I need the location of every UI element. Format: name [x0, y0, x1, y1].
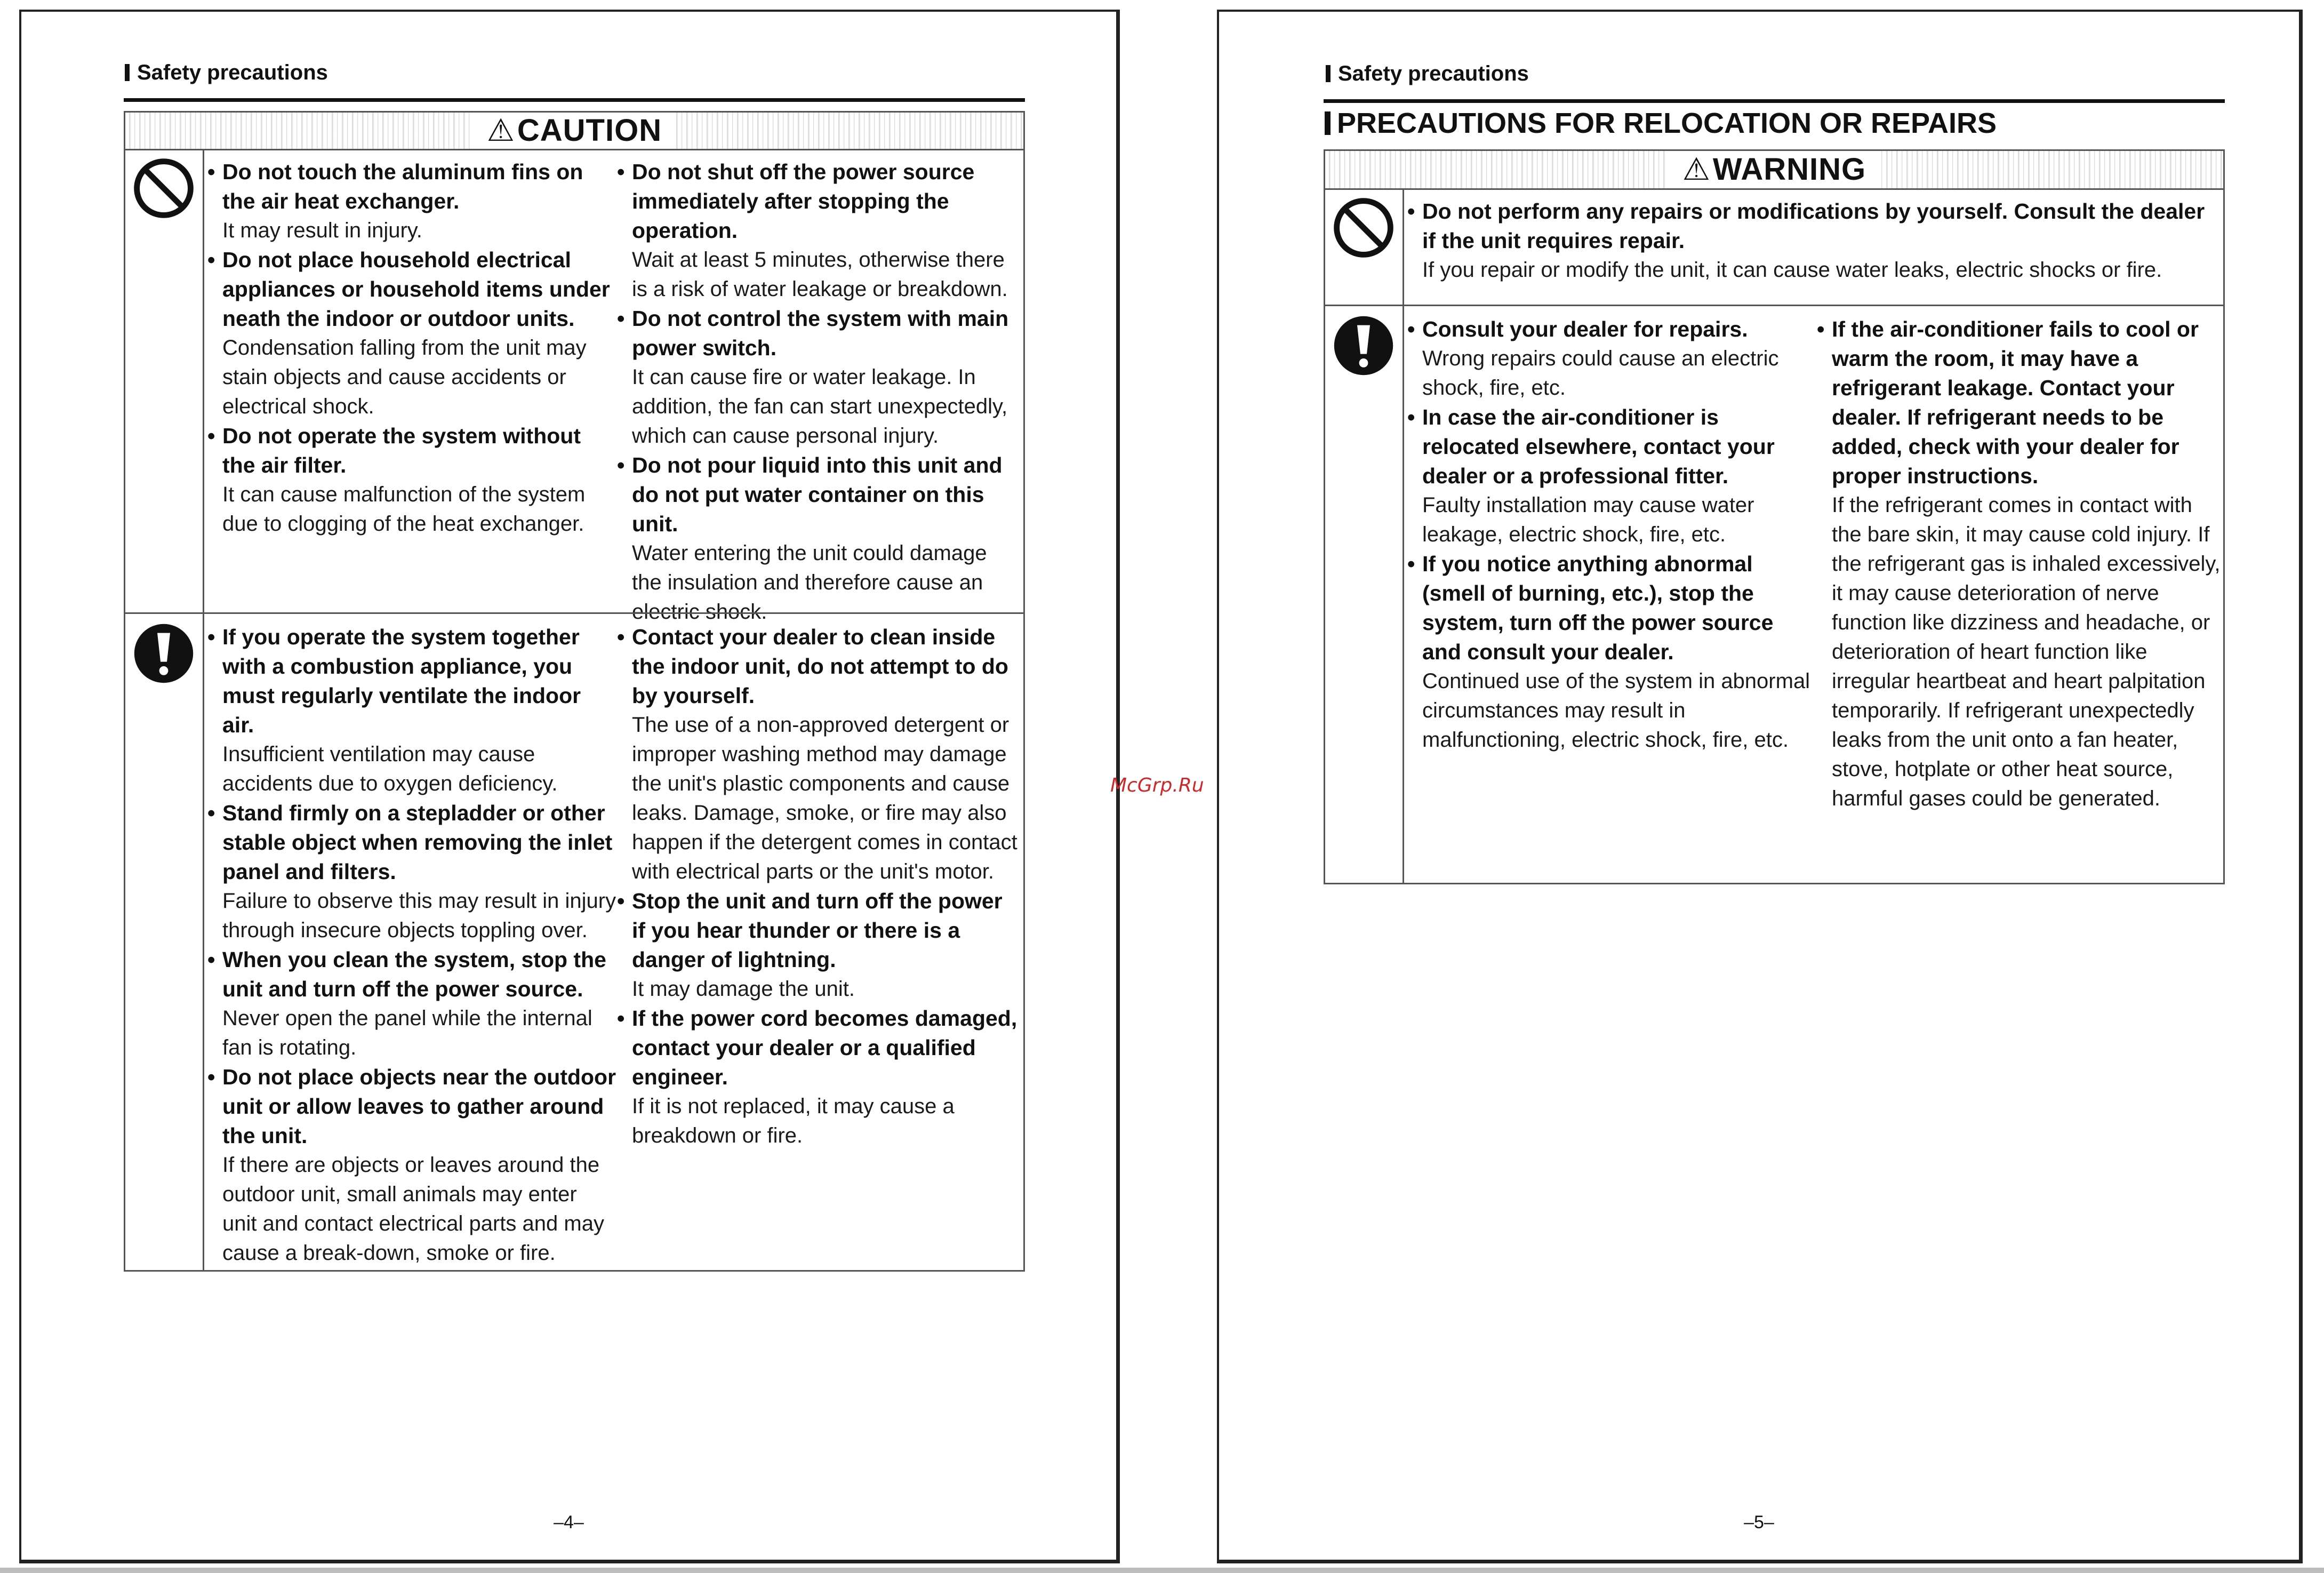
warning-item: • If the air-conditioner fails to cool or warm the room, it may have a refrigerant leakage. Contact your dealer. If refrigerant needs to be added, check with your dealer for proper instructions. If the refrigerant comes in contact with the bare skin, it may cause cold injury. If the refrigerant gas is inhaled excessively, it may cause deterioration of nerve function like dizziness and headache, or deterioration of heart function like irregular heartbeat and heart palpitation temporarily. If refrigerant unexpectedly leaks from the unit onto a fan heater, stove, hotplate or other heat source, harmful gases could be generated. [1816, 315, 2223, 813]
mandatory-col-1 [1406, 315, 1812, 755]
page-heading: PRECAUTIONS FOR RELOCATION OR REPAIRS [1325, 107, 1997, 140]
caution-item: • If you operate the system together with a combustion appliance, you must regularly ventilate the indoor air. Insufficient ventilation may cause accidents due to oxygen deficiency. [206, 622, 617, 799]
caution-box [124, 111, 1025, 1272]
prohibition-row [1325, 188, 2223, 305]
mandatory-col-1 [206, 622, 617, 1268]
caution-item: • Stop the unit and turn off the power if you hear thunder or there is a danger of lightning. It may damage the unit. [616, 887, 1021, 1004]
watermark: McGrp.Ru [1110, 774, 1204, 796]
mandatory-col-2 [1816, 315, 2223, 813]
caution-item: • Contact your dealer to clean inside the indoor unit, do not attempt to do by yourself. The use of a non-approved detergent or improper washing method may damage the unit's plastic components and cause leaks. Damage, smoke, or fire may also happen if the detergent comes in contact with electrical parts or the unit's motor. [616, 622, 1021, 887]
caution-banner: ⚠CAUTION [125, 113, 1023, 150]
caution-item: • Do not shut off the power source immediately after stopping the operation. Wait at least 5 minutes, otherwise there is a risk of water leakage or breakdown. [616, 157, 1021, 304]
warning-item: • Do not perform any repairs or modifications by yourself. Consult the dealer if the unit requires repair. If you repair or modify the unit, it can cause water leaks, electric shocks or fire. [1406, 197, 2222, 285]
warning-triangle-icon: ⚠ [486, 113, 515, 148]
warning-triangle-icon: ⚠ [1682, 152, 1711, 187]
section-rule [124, 98, 1025, 102]
prohibition-icon [1332, 196, 1396, 260]
prohibition-col-2 [616, 157, 1021, 627]
caution-item: • Do not place household electrical appliances or household items under neath the indoor or outdoor units. Condensation falling from the unit may stain objects and cause accidents or electrical shock. [206, 245, 617, 421]
mandatory-row [1325, 305, 2223, 883]
caution-item: • Do not operate the system without the air filter. It can cause malfunction of the system due to clogging of the heat exchanger. [206, 421, 617, 539]
mandatory-col-2 [616, 622, 1021, 1151]
prohibition-col-1 [206, 157, 617, 539]
warning-item: • In case the air-conditioner is relocated elsewhere, contact your dealer or a professional fitter. Faulty installation may cause water leakage, electric shock, fire, etc. [1406, 403, 1812, 549]
prohibition-col [1406, 197, 2222, 285]
caution-item: • When you clean the system, stop the unit and turn off the power source. Never open the panel while the internal fan is rotating. [206, 945, 617, 1063]
caution-item: • If the power cord becomes damaged, contact your dealer or a qualified engineer. If it is not replaced, it may cause a breakdown or fire. [616, 1004, 1021, 1151]
mandatory-row [125, 612, 1023, 1270]
mandatory-exclamation-icon [132, 621, 196, 685]
warning-box [1324, 149, 2225, 884]
caution-item: • Do not touch the aluminum fins on the air heat exchanger. It may result in injury. [206, 157, 617, 245]
page-number: –5– [1744, 1512, 1774, 1532]
caution-item: • Do not place objects near the outdoor unit or allow leaves to gather around the unit. If there are objects or leaves around the outdoor unit, small animals may enter unit and contact electrical parts and may cause a break-down, smoke or fire. [206, 1063, 617, 1268]
section-rule [1324, 99, 2225, 103]
left-page [19, 10, 1120, 1563]
page-number: –4– [554, 1512, 584, 1532]
warning-banner: ⚠WARNING [1325, 151, 2223, 190]
prohibition-icon [132, 156, 196, 220]
right-page [1217, 10, 2303, 1563]
section-label: Safety precautions [1326, 62, 1529, 86]
caution-item: • Stand firmly on a stepladder or other stable object when removing the inlet panel and filters. Failure to observe this may result in injury through insecure objects toppling over. [206, 799, 617, 945]
caution-item: • Do not control the system with main power switch. It can cause fire or water leakage. In addition, the fan can start unexpectedly, which can cause personal injury. [616, 304, 1021, 451]
mandatory-exclamation-icon [1332, 314, 1396, 378]
bottom-scan-bar [0, 1568, 2324, 1573]
caution-item: • Do not pour liquid into this unit and do not put water container on this unit. Water entering the unit could damage the insulation and therefore cause an electric shock. [616, 451, 1021, 627]
warning-item: • If you notice anything abnormal (smell of burning, etc.), stop the system, turn off the power source and consult your dealer. Continued use of the system in abnormal circumstances may result in malfunctioning, electric shock, fire, etc. [1406, 549, 1812, 755]
warning-item: • Consult your dealer for repairs. Wrong repairs could cause an electric shock, fire, etc. [1406, 315, 1812, 403]
section-label: Safety precautions [125, 61, 328, 85]
prohibition-row [125, 149, 1023, 624]
